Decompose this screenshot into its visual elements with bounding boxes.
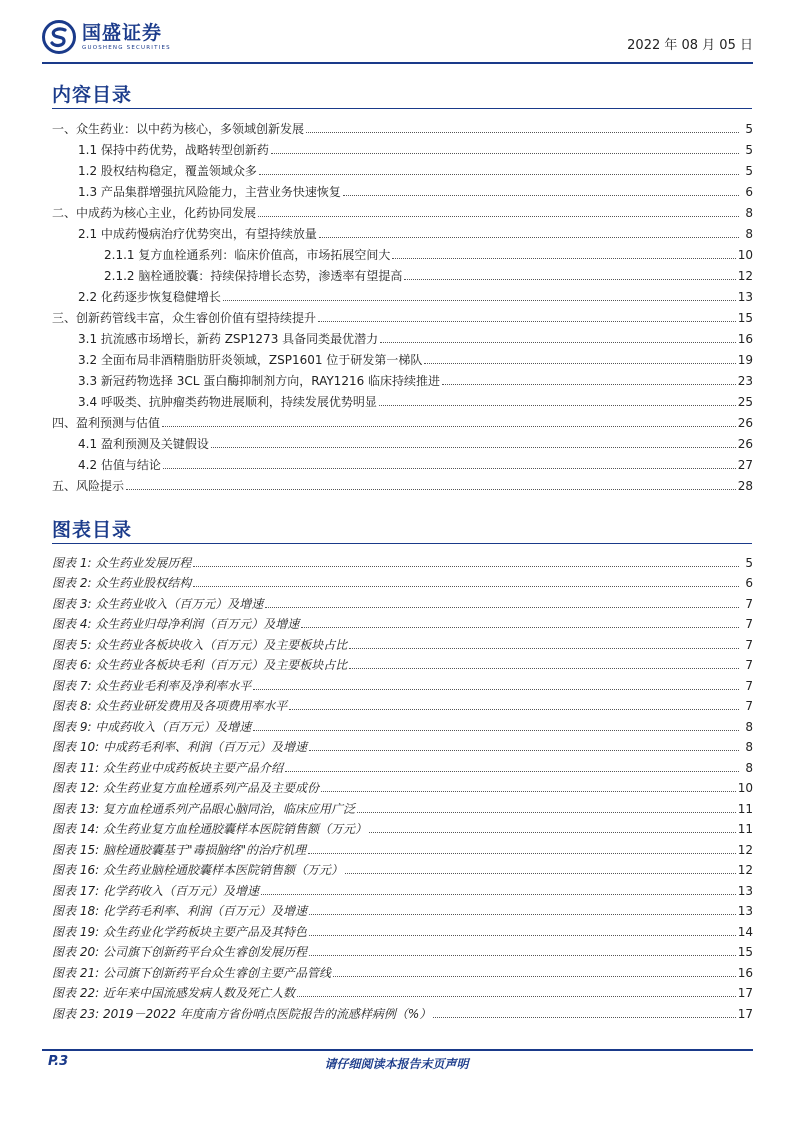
toc-entry[interactable] (52, 116, 753, 137)
dot-leader (297, 996, 736, 997)
dot-leader (309, 914, 736, 915)
figure-entry-title: 图表 4: 众生药业归母净利润（百万元）及增速 (52, 617, 300, 631)
toc-entry-title: 3.4 呼吸类、抗肿瘤类药物进展顺利，持续发展优势明显 (78, 395, 377, 409)
dot-leader (309, 955, 736, 956)
dot-leader (349, 648, 739, 649)
figure-entry-title: 图表 17: 化学药收入（百万元）及增速 (52, 883, 259, 898)
toc-entry-title: 3.3 新冠药物选择 3CL 蛋白酶抑制剂方向，RAY1216 临床持续推进 (78, 374, 441, 388)
figure-entry[interactable] (52, 940, 753, 961)
report-date: 2022 年 08 月 05 日 (627, 38, 753, 53)
toc-entry-title: 1.1 保持中药优势，战略转型创新药 (78, 143, 269, 157)
figure-entry-title: 图表 5: 众生药业各板块收入（百万元）及主要板块占比 (52, 637, 348, 652)
figure-entry-title: 图表 14: 众生药业复方血栓通胶囊样本医院销售额（万元） (52, 822, 367, 836)
figure-entry-page: 5 (739, 555, 753, 571)
toc-entry[interactable] (52, 221, 753, 242)
figure-entry-title: 图表 11: 众生药业中成药板块主要产品介绍 (52, 760, 283, 775)
toc-entry-title: 1.3 产品集群增强抗风险能力，主营业务快速恢复 (78, 185, 341, 199)
dot-leader (285, 771, 739, 772)
brand-name-cn: 国盛证券 (82, 22, 163, 44)
figures-title: 图表目录 (52, 519, 133, 541)
figure-entry-title: 图表 7: 众生药业毛利率及净利率水平 (52, 678, 252, 693)
toc-entry[interactable] (52, 284, 753, 305)
figure-entry[interactable] (52, 612, 753, 633)
dot-leader (404, 279, 735, 280)
toc-entry[interactable] (52, 263, 753, 284)
brand-name-en: GUOSHENG SECURITIES (82, 45, 171, 51)
figure-entry-page: 7 (739, 657, 753, 673)
toc-entry[interactable] (52, 452, 753, 473)
figure-entry[interactable] (52, 632, 753, 653)
dot-leader (379, 405, 736, 406)
toc-entry-page: 5 (739, 142, 753, 158)
figure-entry[interactable] (52, 694, 753, 715)
dot-leader (258, 216, 739, 217)
dot-leader (333, 976, 736, 977)
dot-leader (345, 873, 736, 874)
dot-leader (193, 566, 739, 567)
table-of-contents (52, 116, 753, 494)
dot-leader (380, 342, 736, 343)
figure-entry[interactable] (52, 960, 753, 981)
figure-entry-title: 图表 9: 中成药收入（百万元）及增速 (52, 719, 252, 734)
figure-entry[interactable] (52, 1001, 753, 1022)
brand-logo-icon (42, 20, 76, 54)
toc-title: 内容目录 (52, 84, 133, 106)
figure-entry-title: 图表 21: 公司旗下创新药平台众生睿创主要产品管线 (52, 965, 331, 980)
figure-entry-page: 7 (739, 596, 753, 612)
dot-leader (265, 607, 739, 608)
figure-entry-page: 12 (737, 842, 753, 857)
toc-entry-page: 10 (737, 248, 753, 262)
toc-entry-page: 5 (739, 121, 753, 137)
dot-leader (318, 321, 736, 322)
toc-entry[interactable] (52, 137, 753, 158)
toc-entry-title: 3.1 抗流感市场增长，新药 ZSP1273 具备同类最优潜力 (78, 332, 379, 346)
toc-entry-page: 19 (737, 353, 753, 367)
toc-entry-title: 五、风险提示 (52, 479, 125, 493)
figure-entry[interactable] (52, 673, 753, 694)
header-divider (42, 62, 753, 64)
figure-entry-page: 7 (739, 698, 753, 714)
dot-leader (163, 468, 736, 469)
figure-entry-page: 17 (737, 1006, 753, 1021)
figure-entry[interactable] (52, 714, 753, 735)
toc-entry-title: 4.1 盈利预测及关键假设 (78, 437, 209, 451)
toc-entry-page: 13 (737, 290, 753, 304)
toc-entry-title: 1.2 股权结构稳定，覆盖领域众多 (78, 164, 257, 178)
dot-leader (162, 426, 736, 427)
list-of-figures (52, 550, 753, 1022)
toc-entry-title: 2.1.2 脑栓通胶囊：持续保持增长态势，渗透率有望提高 (104, 269, 403, 283)
toc-entry-page: 23 (737, 374, 753, 388)
figure-entry[interactable] (52, 858, 753, 879)
figure-entry[interactable] (52, 735, 753, 756)
toc-entry-page: 28 (737, 479, 753, 493)
toc-entry-page: 8 (739, 226, 753, 242)
toc-entry-title: 2.1.1 复方血栓通系列：临床价值高，市场拓展空间大 (104, 248, 391, 262)
toc-entry[interactable] (52, 368, 753, 389)
toc-title-divider (52, 108, 752, 109)
dot-leader (319, 237, 739, 238)
figure-entry-title: 图表 18: 化学药毛利率、利润（百万元）及增速 (52, 904, 307, 918)
dot-leader (253, 689, 739, 690)
toc-entry-page: 27 (737, 458, 753, 472)
toc-entry-title: 2.2 化药逐步恢复稳健增长 (78, 290, 221, 304)
figure-entry-title: 图表 10: 中成药毛利率、利润（百万元）及增速 (52, 740, 307, 754)
toc-entry[interactable] (52, 473, 753, 494)
toc-entry-page: 26 (737, 416, 753, 430)
dot-leader (301, 627, 739, 628)
figure-entry-page: 8 (739, 760, 753, 776)
figure-entry-page: 16 (737, 965, 753, 980)
toc-entry-title: 一、众生药业：以中药为核心，多领域创新发展 (52, 122, 305, 136)
figure-entry[interactable] (52, 571, 753, 592)
toc-entry[interactable] (52, 179, 753, 200)
figure-entry[interactable] (52, 776, 753, 797)
figure-entry-page: 10 (737, 781, 753, 795)
figure-entry-title: 图表 15: 脑栓通胶囊基于"毒损脑络"的治疗机理 (52, 842, 306, 857)
toc-entry-title: 4.2 估值与结论 (78, 458, 161, 472)
dot-leader (433, 1017, 735, 1018)
toc-entry[interactable] (52, 410, 753, 431)
dot-leader (211, 447, 736, 448)
toc-entry-page: 16 (737, 332, 753, 346)
figure-entry-page: 14 (737, 924, 753, 939)
toc-entry[interactable] (52, 431, 753, 452)
dot-leader (271, 153, 739, 154)
dot-leader (369, 832, 736, 833)
dot-leader (343, 195, 739, 196)
dot-leader (223, 300, 736, 301)
toc-entry[interactable] (52, 242, 753, 263)
figure-entry-title: 图表 16: 众生药业脑栓通胶囊样本医院销售额（万元） (52, 863, 343, 877)
toc-entry[interactable] (52, 305, 753, 326)
dot-leader (321, 791, 736, 792)
figure-entry-page: 8 (739, 719, 753, 735)
figure-entry-page: 11 (737, 822, 753, 836)
dot-leader (309, 935, 736, 936)
figure-entry[interactable] (52, 796, 753, 817)
figures-title-divider (52, 543, 752, 544)
figure-entry-page: 15 (737, 945, 753, 959)
toc-entry[interactable] (52, 158, 753, 179)
figure-entry-page: 17 (737, 986, 753, 1000)
toc-entry[interactable] (52, 347, 753, 368)
dot-leader (253, 730, 739, 731)
figure-entry[interactable] (52, 899, 753, 920)
figure-entry-page: 12 (737, 863, 753, 877)
figure-entry[interactable] (52, 919, 753, 940)
dot-leader (306, 132, 739, 133)
figure-entry-title: 图表 12: 众生药业复方血栓通系列产品及主要成份 (52, 781, 319, 795)
brand-logo (42, 20, 171, 54)
figure-entry[interactable] (52, 837, 753, 858)
toc-entry-title: 三、创新药管线丰富，众生睿创价值有望持续提升 (52, 311, 317, 325)
toc-entry-page: 15 (737, 311, 753, 325)
figure-entry-title: 图表 19: 众生药业化学药板块主要产品及其特色 (52, 924, 307, 939)
figure-entry-page: 7 (739, 616, 753, 632)
toc-entry-page: 5 (739, 163, 753, 179)
dot-leader (261, 894, 736, 895)
footer-divider (42, 1049, 753, 1051)
figure-entry[interactable] (52, 591, 753, 612)
toc-entry-page: 8 (739, 205, 753, 221)
figure-entry-title: 图表 3: 众生药业收入（百万元）及增速 (52, 596, 264, 611)
figure-entry-title: 图表 6: 众生药业各板块毛利（百万元）及主要板块占比 (52, 658, 348, 672)
dot-leader (259, 174, 739, 175)
figure-entry[interactable] (52, 653, 753, 674)
toc-entry-page: 6 (739, 184, 753, 200)
figure-entry-page: 13 (737, 883, 753, 898)
figure-entry-page: 8 (739, 739, 753, 755)
dot-leader (349, 668, 739, 669)
dot-leader (424, 363, 735, 364)
figure-entry-title: 图表 13: 复方血栓通系列产品眼心脑同治，临床应用广泛 (52, 801, 355, 816)
toc-entry-page: 12 (737, 269, 753, 283)
figure-entry-title: 图表 2: 众生药业股权结构 (52, 576, 192, 590)
toc-entry-title: 四、盈利预测与估值 (52, 416, 161, 430)
figure-entry-page: 7 (739, 678, 753, 694)
dot-leader (357, 812, 736, 813)
figure-entry[interactable] (52, 817, 753, 838)
dot-leader (308, 853, 736, 854)
toc-entry-title: 3.2 全面布局非酒精脂肪肝炎领域，ZSP1601 位于研发第一梯队 (78, 353, 423, 367)
figure-entry-title: 图表 23: 2019－2022 年度南方省份哨点医院报告的流感样病例（%） (52, 1006, 432, 1021)
page-number: P.3 (48, 1054, 69, 1069)
toc-entry[interactable] (52, 326, 753, 347)
dot-leader (289, 709, 739, 710)
dot-leader (309, 750, 739, 751)
figure-entry[interactable] (52, 550, 753, 571)
dot-leader (193, 586, 739, 587)
page-header (42, 18, 753, 60)
figure-entry-title: 图表 1: 众生药业发展历程 (52, 555, 192, 570)
dot-leader (126, 489, 736, 490)
disclaimer-note: 请仔细阅读本报告末页声明 (324, 1057, 469, 1071)
figure-entry[interactable] (52, 755, 753, 776)
figure-entry-title: 图表 22: 近年来中国流感发病人数及死亡人数 (52, 986, 295, 1000)
figure-entry-page: 6 (739, 575, 753, 591)
toc-entry[interactable] (52, 200, 753, 221)
figure-entry-title: 图表 20: 公司旗下创新药平台众生睿创发展历程 (52, 945, 307, 959)
toc-entry-page: 25 (737, 395, 753, 409)
dot-leader (442, 384, 736, 385)
toc-entry-title: 2.1 中成药慢病治疗优势突出，有望持续放量 (78, 227, 317, 241)
figure-entry-page: 7 (739, 637, 753, 653)
toc-entry[interactable] (52, 389, 753, 410)
toc-entry-title: 二、中成药为核心主业，化药协同发展 (52, 206, 257, 220)
dot-leader (392, 258, 735, 259)
figure-entry-title: 图表 8: 众生药业研发费用及各项费用率水平 (52, 699, 288, 713)
figure-entry[interactable] (52, 878, 753, 899)
figure-entry-page: 13 (737, 904, 753, 918)
figure-entry[interactable] (52, 981, 753, 1002)
figure-entry-page: 11 (737, 801, 753, 816)
toc-entry-page: 26 (737, 437, 753, 451)
